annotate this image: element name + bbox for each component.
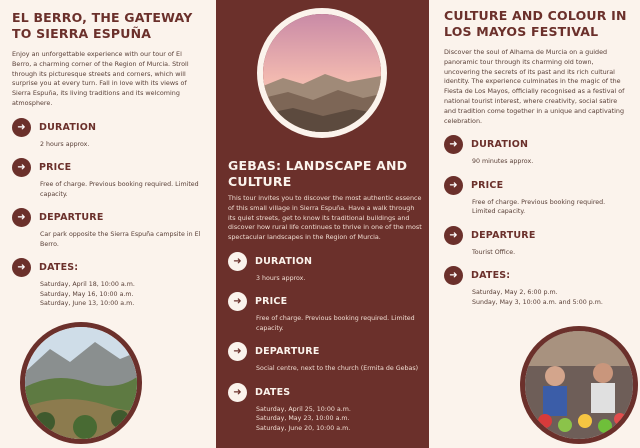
right-duration-heading xyxy=(444,135,630,154)
date-item: Saturday, April 18, 10:00 a.m. xyxy=(40,281,135,289)
landscape-photo xyxy=(257,8,387,138)
arrow-right-icon: ➜ xyxy=(228,342,247,361)
arrow-right-icon: ➜ xyxy=(444,266,463,285)
left-duration: 2 hours approx. xyxy=(40,140,90,148)
mid-title: GEBAS: LANDSCAPE AND CULTURE xyxy=(228,158,408,189)
right-duration-label: DURATION xyxy=(471,139,529,151)
left-duration-heading xyxy=(12,118,203,137)
left-duration-label: DURATION xyxy=(39,121,97,133)
left-price: Free of charge. Previous booking required. Limited capacity. xyxy=(40,181,199,198)
arrow-right-icon: ➜ xyxy=(12,258,31,277)
mid-price-heading xyxy=(228,292,423,311)
left-price-label: PRICE xyxy=(39,162,72,174)
right-price: Free of charge. Previous booking required. Limited capacity. xyxy=(472,198,606,216)
arrow-right-icon: ➜ xyxy=(444,135,463,154)
date-item: Saturday, June 13, 10:00 a.m. xyxy=(40,300,135,308)
date-item: Saturday, June 20, 10:00 a.m. xyxy=(256,424,351,432)
right-duration: 90 minutes approx. xyxy=(472,158,534,166)
arrow-right-icon: ➜ xyxy=(444,226,463,245)
mid-intro: This tour invites you to discover the most authentic essence of this small village in Sierra Espuña. Have a walk through its quiet streets, get to know its traditional buildings and discover how rural life continues to thrive in one of the most spectacular landscapes in the Region of Murcia. xyxy=(228,194,422,242)
right-intro: Discover the soul of Alhama de Murcia on a guided panoramic tour through its charming old town, uncovering the secrets of its past and its rich cultural identity. The experience culminates in the magic of the Fiesta de Los Mayos, officially recognised as a festival of national tourist interest, where creativity, social satire and tradition come together in a unique and captivating celebration. xyxy=(444,48,625,125)
right-price-label: PRICE xyxy=(471,179,504,191)
left-departure: Car park opposite the Sierra Espuña campsite in El Berro. xyxy=(40,231,201,248)
mid-dates-label: DATES xyxy=(255,386,291,398)
left-panel xyxy=(0,0,213,448)
mid-dates-heading xyxy=(228,383,423,402)
mid-price-label: PRICE xyxy=(255,296,288,308)
right-title: CULTURE AND COLOUR IN LOS MAYOS FESTIVAL xyxy=(444,8,627,39)
right-departure-heading xyxy=(444,226,630,245)
left-dates-heading xyxy=(12,258,203,277)
date-item: Saturday, May 23, 10:00 a.m. xyxy=(256,415,350,423)
left-departure-label: DEPARTURE xyxy=(39,212,104,224)
left-intro: Enjoy an unforgettable experience with our tour of El Berro, a charming corner of the Region of Murcia. Stroll through its picturesque streets and corners, which will surprise you at every turn. Fall in love with its views of Sierra Espuña, its living traditions and its welcoming atmosphere. xyxy=(12,50,189,107)
arrow-right-icon: ➜ xyxy=(12,158,31,177)
mid-price: Free of charge. Previous booking required. Limited capacity. xyxy=(256,315,415,332)
mid-duration: 3 hours approx. xyxy=(256,274,306,282)
mountain-photo xyxy=(20,322,142,444)
left-title: EL BERRO, THE GATEWAY TO SIERRA ESPUÑA xyxy=(12,10,193,41)
right-departure: Tourist Office. xyxy=(472,248,516,256)
right-dates xyxy=(472,288,630,307)
left-dates-label: DATES: xyxy=(39,262,79,274)
middle-panel xyxy=(216,0,429,448)
date-item: Saturday, May 2, 6:00 p.m. xyxy=(472,289,558,297)
festival-photo xyxy=(520,326,638,444)
date-item: Sunday, May 3, 10:00 a.m. and 5:00 p.m. xyxy=(472,298,603,306)
left-dates xyxy=(40,280,203,309)
mid-dates xyxy=(256,405,423,434)
left-price-heading xyxy=(12,158,203,177)
left-departure-heading xyxy=(12,208,203,227)
mid-duration-heading xyxy=(228,252,423,271)
arrow-right-icon: ➜ xyxy=(228,292,247,311)
arrow-right-icon: ➜ xyxy=(444,176,463,195)
right-dates-label: DATES: xyxy=(471,270,511,282)
date-item: Saturday, May 16, 10:00 a.m. xyxy=(40,290,134,298)
right-departure-label: DEPARTURE xyxy=(471,229,536,241)
right-dates-heading xyxy=(444,266,630,285)
arrow-right-icon: ➜ xyxy=(228,252,247,271)
arrow-right-icon: ➜ xyxy=(12,208,31,227)
mid-duration-label: DURATION xyxy=(255,255,313,267)
right-price-heading xyxy=(444,176,630,195)
mid-departure-label: DEPARTURE xyxy=(255,346,320,358)
mid-departure-heading xyxy=(228,342,423,361)
date-item: Saturday, April 25, 10:00 a.m. xyxy=(256,405,351,413)
arrow-right-icon: ➜ xyxy=(228,383,247,402)
arrow-right-icon: ➜ xyxy=(12,118,31,137)
right-panel xyxy=(432,0,640,448)
mid-departure: Social centre, next to the church (Ermita de Gebas) xyxy=(256,365,419,373)
